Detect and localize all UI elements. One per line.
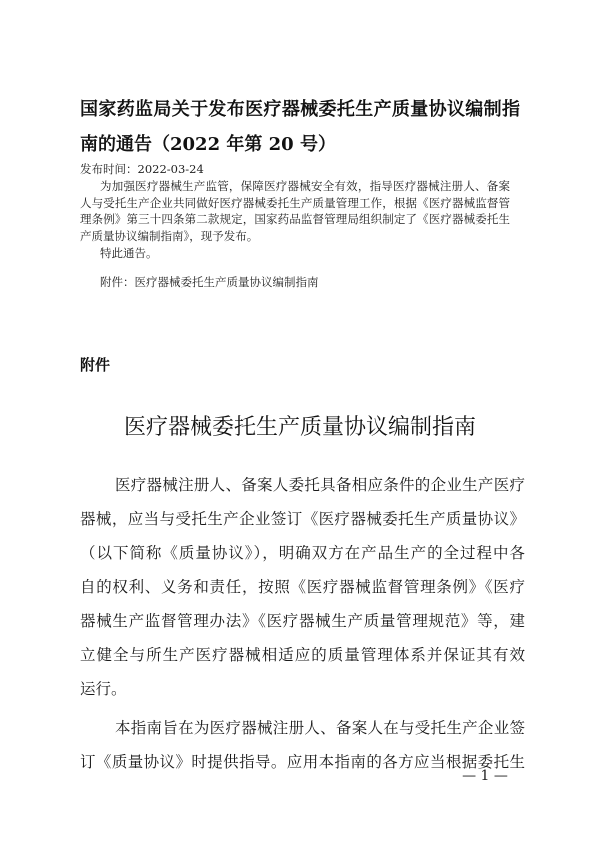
notice-title-line-2: 南的通告（2022 年第 20 号） bbox=[80, 134, 336, 155]
notice-body-line: 产质量协议编制指南》，现予发布。 bbox=[80, 229, 259, 243]
notice-body-line: 理条例》第三十四条第二款规定，国家药品监督管理局组织制定了《医疗器械委托生 bbox=[80, 212, 510, 226]
page-number: — 1 — bbox=[462, 768, 508, 784]
body-line: 自的权利、义务和责任，按照《医疗器械监督管理条例》《医疗 bbox=[80, 578, 525, 596]
body-line: 器械生产监督管理办法》《医疗器械生产质量管理规范》等，建 bbox=[80, 612, 525, 630]
body-line: 医疗器械注册人、备案人委托具备相应条件的企业生产医疗 bbox=[115, 476, 525, 494]
body-line: 本指南旨在为医疗器械注册人、备案人在与受托生产企业签 bbox=[115, 719, 525, 737]
notice-title-line-1: 国家药监局关于发布医疗器械委托生产质量协议编制指 bbox=[80, 99, 520, 120]
body-line: 运行。 bbox=[80, 680, 127, 698]
body-line: 器械，应当与受托生产企业签订《医疗器械委托生产质量协议》 bbox=[80, 510, 525, 528]
body-line: 立健全与所生产医疗器械相适应的质量管理体系并保证其有效 bbox=[80, 646, 525, 664]
notice-closing: 特此通告。 bbox=[100, 246, 158, 260]
notice-body-line: 为加强医疗器械生产监管，保障医疗器械安全有效，指导医疗器械注册人、备案 bbox=[100, 179, 510, 193]
attachment-title: 医疗器械委托生产质量协议编制指南 bbox=[123, 415, 476, 440]
notice-attachment-reference: 附件：医疗器械委托生产质量协议编制指南 bbox=[100, 275, 319, 289]
notice-body-line: 人与受托生产企业共同做好医疗器械委托生产质量管理工作，根据《医疗器械监督管 bbox=[80, 196, 510, 210]
body-line: （以下简称《质量协议》），明确双方在产品生产的全过程中各 bbox=[80, 544, 525, 562]
body-line: 订《质量协议》时提供指导。应用本指南的各方应当根据委托生 bbox=[80, 753, 525, 771]
attachment-label: 附件 bbox=[80, 356, 111, 374]
publish-date: 发布时间：2022-03-24 bbox=[80, 162, 204, 176]
